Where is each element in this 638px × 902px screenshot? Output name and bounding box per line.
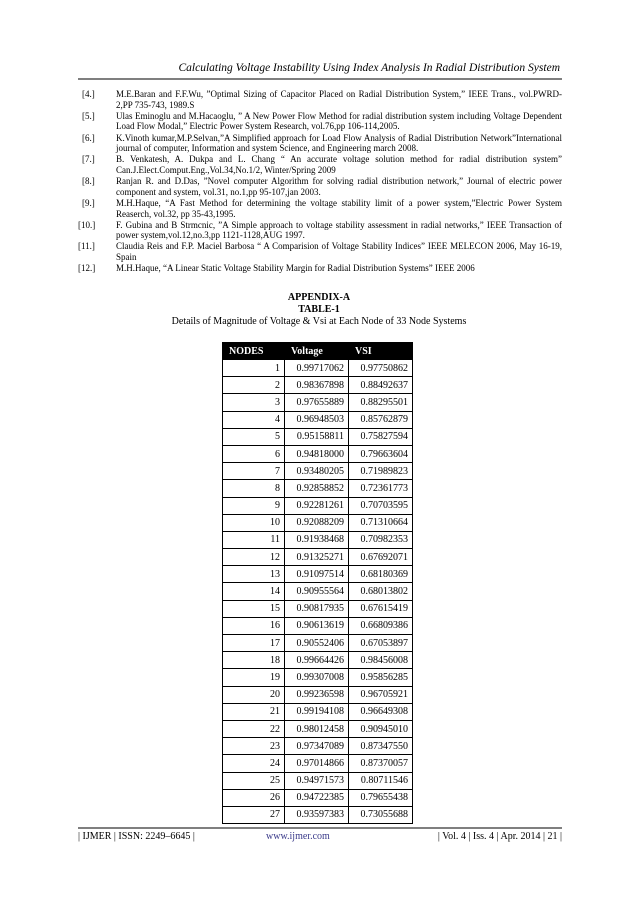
reference-number: [12.] — [78, 263, 96, 274]
vsi-cell: 0.66809386 — [349, 617, 413, 634]
reference-item — [78, 263, 562, 274]
voltage-cell: 0.99664426 — [285, 652, 349, 669]
table-row — [223, 566, 413, 583]
table-row — [223, 377, 413, 394]
vsi-cell: 0.80711546 — [349, 772, 413, 789]
vsi-cell: 0.96649308 — [349, 703, 413, 720]
node-cell: 6 — [223, 445, 285, 462]
table-row — [223, 411, 413, 428]
vsi-cell: 0.70982353 — [349, 531, 413, 548]
appendix-heading: APPENDIX-A — [287, 292, 351, 303]
table-row — [223, 600, 413, 617]
reference-text: Ranjan R. and D.Das, ”Novel computer Algorithm for solving radial distribution network,” Journal of electric power component and system, vol.31, no.1,pp 95-107,jan 2003. — [116, 176, 562, 197]
vsi-cell: 0.70703595 — [349, 497, 413, 514]
table-row — [223, 531, 413, 548]
reference-text: M.H.Haque, “A Linear Static Voltage Stability Margin for Radial Distribution Systems” IEEE 2006 — [116, 263, 475, 274]
footer-journal: | IJMER | ISSN: 2249–6645 | — [78, 831, 195, 842]
table-row — [223, 635, 413, 652]
table-row — [223, 652, 413, 669]
node-cell: 21 — [223, 703, 285, 720]
voltage-cell: 0.93480205 — [285, 463, 349, 480]
table-row — [223, 394, 413, 411]
node-cell: 23 — [223, 738, 285, 755]
voltage-cell: 0.90817935 — [285, 600, 349, 617]
reference-item — [78, 241, 562, 262]
voltage-cell: 0.91325271 — [285, 549, 349, 566]
voltage-cell: 0.99717062 — [285, 360, 349, 377]
voltage-cell: 0.99307008 — [285, 669, 349, 686]
voltage-cell: 0.99236598 — [285, 686, 349, 703]
voltage-cell: 0.95158811 — [285, 428, 349, 445]
table-row — [223, 617, 413, 634]
appendix-heading-block — [0, 292, 638, 328]
reference-item — [78, 154, 562, 175]
node-cell: 4 — [223, 411, 285, 428]
reference-number: [7.] — [82, 154, 95, 165]
table-row — [223, 686, 413, 703]
voltage-cell: 0.97655889 — [285, 394, 349, 411]
reference-item — [78, 133, 562, 154]
voltage-cell: 0.96948503 — [285, 411, 349, 428]
node-cell: 15 — [223, 600, 285, 617]
voltage-cell: 0.92088209 — [285, 514, 349, 531]
vsi-cell: 0.67615419 — [349, 600, 413, 617]
vsi-cell: 0.67692071 — [349, 549, 413, 566]
node-cell: 27 — [223, 806, 285, 823]
table-row — [223, 549, 413, 566]
node-cell: 5 — [223, 428, 285, 445]
node-cell: 17 — [223, 635, 285, 652]
vsi-cell: 0.67053897 — [349, 635, 413, 652]
table-row — [223, 360, 413, 377]
node-cell: 2 — [223, 377, 285, 394]
page-footer — [78, 831, 562, 845]
voltage-cell: 0.94818000 — [285, 445, 349, 462]
node-cell: 13 — [223, 566, 285, 583]
table-row — [223, 428, 413, 445]
vsi-cell: 0.71310664 — [349, 514, 413, 531]
vsi-cell: 0.87370057 — [349, 755, 413, 772]
voltage-cell: 0.93597383 — [285, 806, 349, 823]
vsi-cell: 0.85762879 — [349, 411, 413, 428]
running-title: Calculating Voltage Instability Using Index Analysis In Radial Distribution System — [178, 62, 560, 74]
reference-number: [9.] — [82, 197, 95, 208]
reference-text: B. Venkatesh, A. Dukpa and L. Chang “ An accurate voltage solution method for radial distribution system” Can.J.Elect.Comput.Eng.,Vol.34,No.1/2, Winter/Spring 2009 — [116, 154, 562, 175]
reference-text: Claudia Reis and F.P. Maciel Barbosa “ A Comparision of Voltage Stability Indices” IEEE MELECON 2006, May 16-19, Spain — [116, 241, 562, 263]
table-row — [223, 514, 413, 531]
reference-number: [8.] — [82, 176, 95, 187]
table-row — [223, 480, 413, 497]
reference-item — [78, 89, 562, 110]
voltage-cell: 0.92858852 — [285, 480, 349, 497]
node-cell: 16 — [223, 617, 285, 634]
vsi-cell: 0.79655438 — [349, 789, 413, 806]
column-header-vsi: VSI — [349, 343, 413, 360]
voltage-cell: 0.98367898 — [285, 377, 349, 394]
voltage-vsi-table — [222, 342, 413, 824]
node-cell: 20 — [223, 686, 285, 703]
vsi-cell: 0.72361773 — [349, 480, 413, 497]
voltage-cell: 0.97014866 — [285, 755, 349, 772]
voltage-cell: 0.94722385 — [285, 789, 349, 806]
vsi-cell: 0.98456008 — [349, 652, 413, 669]
node-cell: 7 — [223, 463, 285, 480]
node-cell: 26 — [223, 789, 285, 806]
node-cell: 22 — [223, 720, 285, 737]
voltage-cell: 0.91938468 — [285, 531, 349, 548]
table-row — [223, 738, 413, 755]
table-caption: Details of Magnitude of Voltage & Vsi at Each Node of 33 Node Systems — [171, 316, 467, 327]
reference-text: F. Gubina and B Strmcnic, ”A Simple approach to voltage stability assessment in radial networks,” IEEE Transaction of power system,vol.12,no.3,pp 1121-1128,AUG 1997. — [116, 219, 562, 241]
footer-rule — [78, 827, 562, 829]
vsi-cell: 0.88295501 — [349, 394, 413, 411]
header-rule — [78, 78, 562, 80]
voltage-cell: 0.99194108 — [285, 703, 349, 720]
voltage-cell: 0.91097514 — [285, 566, 349, 583]
reference-number: [5.] — [82, 110, 95, 121]
reference-item — [78, 176, 562, 197]
reference-item — [78, 220, 562, 241]
column-header-voltage: Voltage — [285, 343, 349, 360]
node-cell: 25 — [223, 772, 285, 789]
node-cell: 24 — [223, 755, 285, 772]
table-row — [223, 583, 413, 600]
reference-text: Ulas Eminoglu and M.Hacaoglu, ” A New Power Flow Method for radial distribution system including Voltage Dependent Load Flow Modal,” Electric Power System Research, vol.76,pp 106-114,2005. — [116, 110, 562, 132]
vsi-cell: 0.90945010 — [349, 720, 413, 737]
table-label: TABLE-1 — [298, 304, 340, 315]
table-row — [223, 720, 413, 737]
vsi-cell: 0.95856285 — [349, 669, 413, 686]
vsi-cell: 0.68013802 — [349, 583, 413, 600]
footer-issue: | Vol. 4 | Iss. 4 | Apr. 2014 | 21 | — [437, 831, 562, 842]
reference-item — [78, 111, 562, 132]
vsi-cell: 0.68180369 — [349, 566, 413, 583]
table-row — [223, 772, 413, 789]
node-cell: 19 — [223, 669, 285, 686]
voltage-cell: 0.98012458 — [285, 720, 349, 737]
vsi-cell: 0.97750862 — [349, 360, 413, 377]
reference-number: [4.] — [82, 89, 95, 99]
table-row — [223, 463, 413, 480]
voltage-cell: 0.92281261 — [285, 497, 349, 514]
vsi-cell: 0.73055688 — [349, 806, 413, 823]
table-row — [223, 755, 413, 772]
node-cell: 14 — [223, 583, 285, 600]
column-header-nodes: NODES — [223, 343, 285, 360]
table-header-row — [223, 343, 413, 360]
table-row — [223, 669, 413, 686]
voltage-cell: 0.90955564 — [285, 583, 349, 600]
vsi-cell: 0.75827594 — [349, 428, 413, 445]
vsi-cell: 0.79663604 — [349, 445, 413, 462]
reference-list — [78, 89, 562, 274]
voltage-cell: 0.97347089 — [285, 738, 349, 755]
table-row — [223, 789, 413, 806]
node-cell: 12 — [223, 549, 285, 566]
table-row — [223, 445, 413, 462]
node-cell: 1 — [223, 360, 285, 377]
vsi-cell: 0.71989823 — [349, 463, 413, 480]
node-cell: 11 — [223, 531, 285, 548]
reference-number: [10.] — [78, 219, 96, 230]
voltage-cell: 0.94971573 — [285, 772, 349, 789]
reference-number: [6.] — [82, 132, 95, 143]
voltage-cell: 0.90552406 — [285, 635, 349, 652]
node-cell: 18 — [223, 652, 285, 669]
node-cell: 8 — [223, 480, 285, 497]
reference-text: M.E.Baran and F.F.Wu, ”Optimal Sizing of Capacitor Placed on Radial Distribution System,” IEEE Trans., vol.PWRD-2,PP 735-743, 1989.S — [116, 89, 562, 110]
vsi-cell: 0.88492637 — [349, 377, 413, 394]
reference-text: M.H.Haque, “A Fast Method for determining the voltage stability limit of a power system,”Electric Power System Reaserch, vol.32, pp 35-43,1995. — [116, 197, 562, 219]
table-row — [223, 497, 413, 514]
reference-number: [11.] — [78, 241, 95, 252]
voltage-cell: 0.90613619 — [285, 617, 349, 634]
vsi-cell: 0.96705921 — [349, 686, 413, 703]
table-row — [223, 806, 413, 823]
node-cell: 9 — [223, 497, 285, 514]
reference-item — [78, 198, 562, 219]
table-row — [223, 703, 413, 720]
node-cell: 3 — [223, 394, 285, 411]
reference-text: K.Vinoth kumar,M.P.Selvan,”A Simplified approach for Load Flow Analysis of Radial Distribution Network”International journal of computer, Information and system Science, and Engineering march 2008. — [116, 132, 562, 154]
vsi-cell: 0.87347550 — [349, 738, 413, 755]
footer-url-link[interactable]: www.ijmer.com — [266, 831, 330, 842]
node-cell: 10 — [223, 514, 285, 531]
